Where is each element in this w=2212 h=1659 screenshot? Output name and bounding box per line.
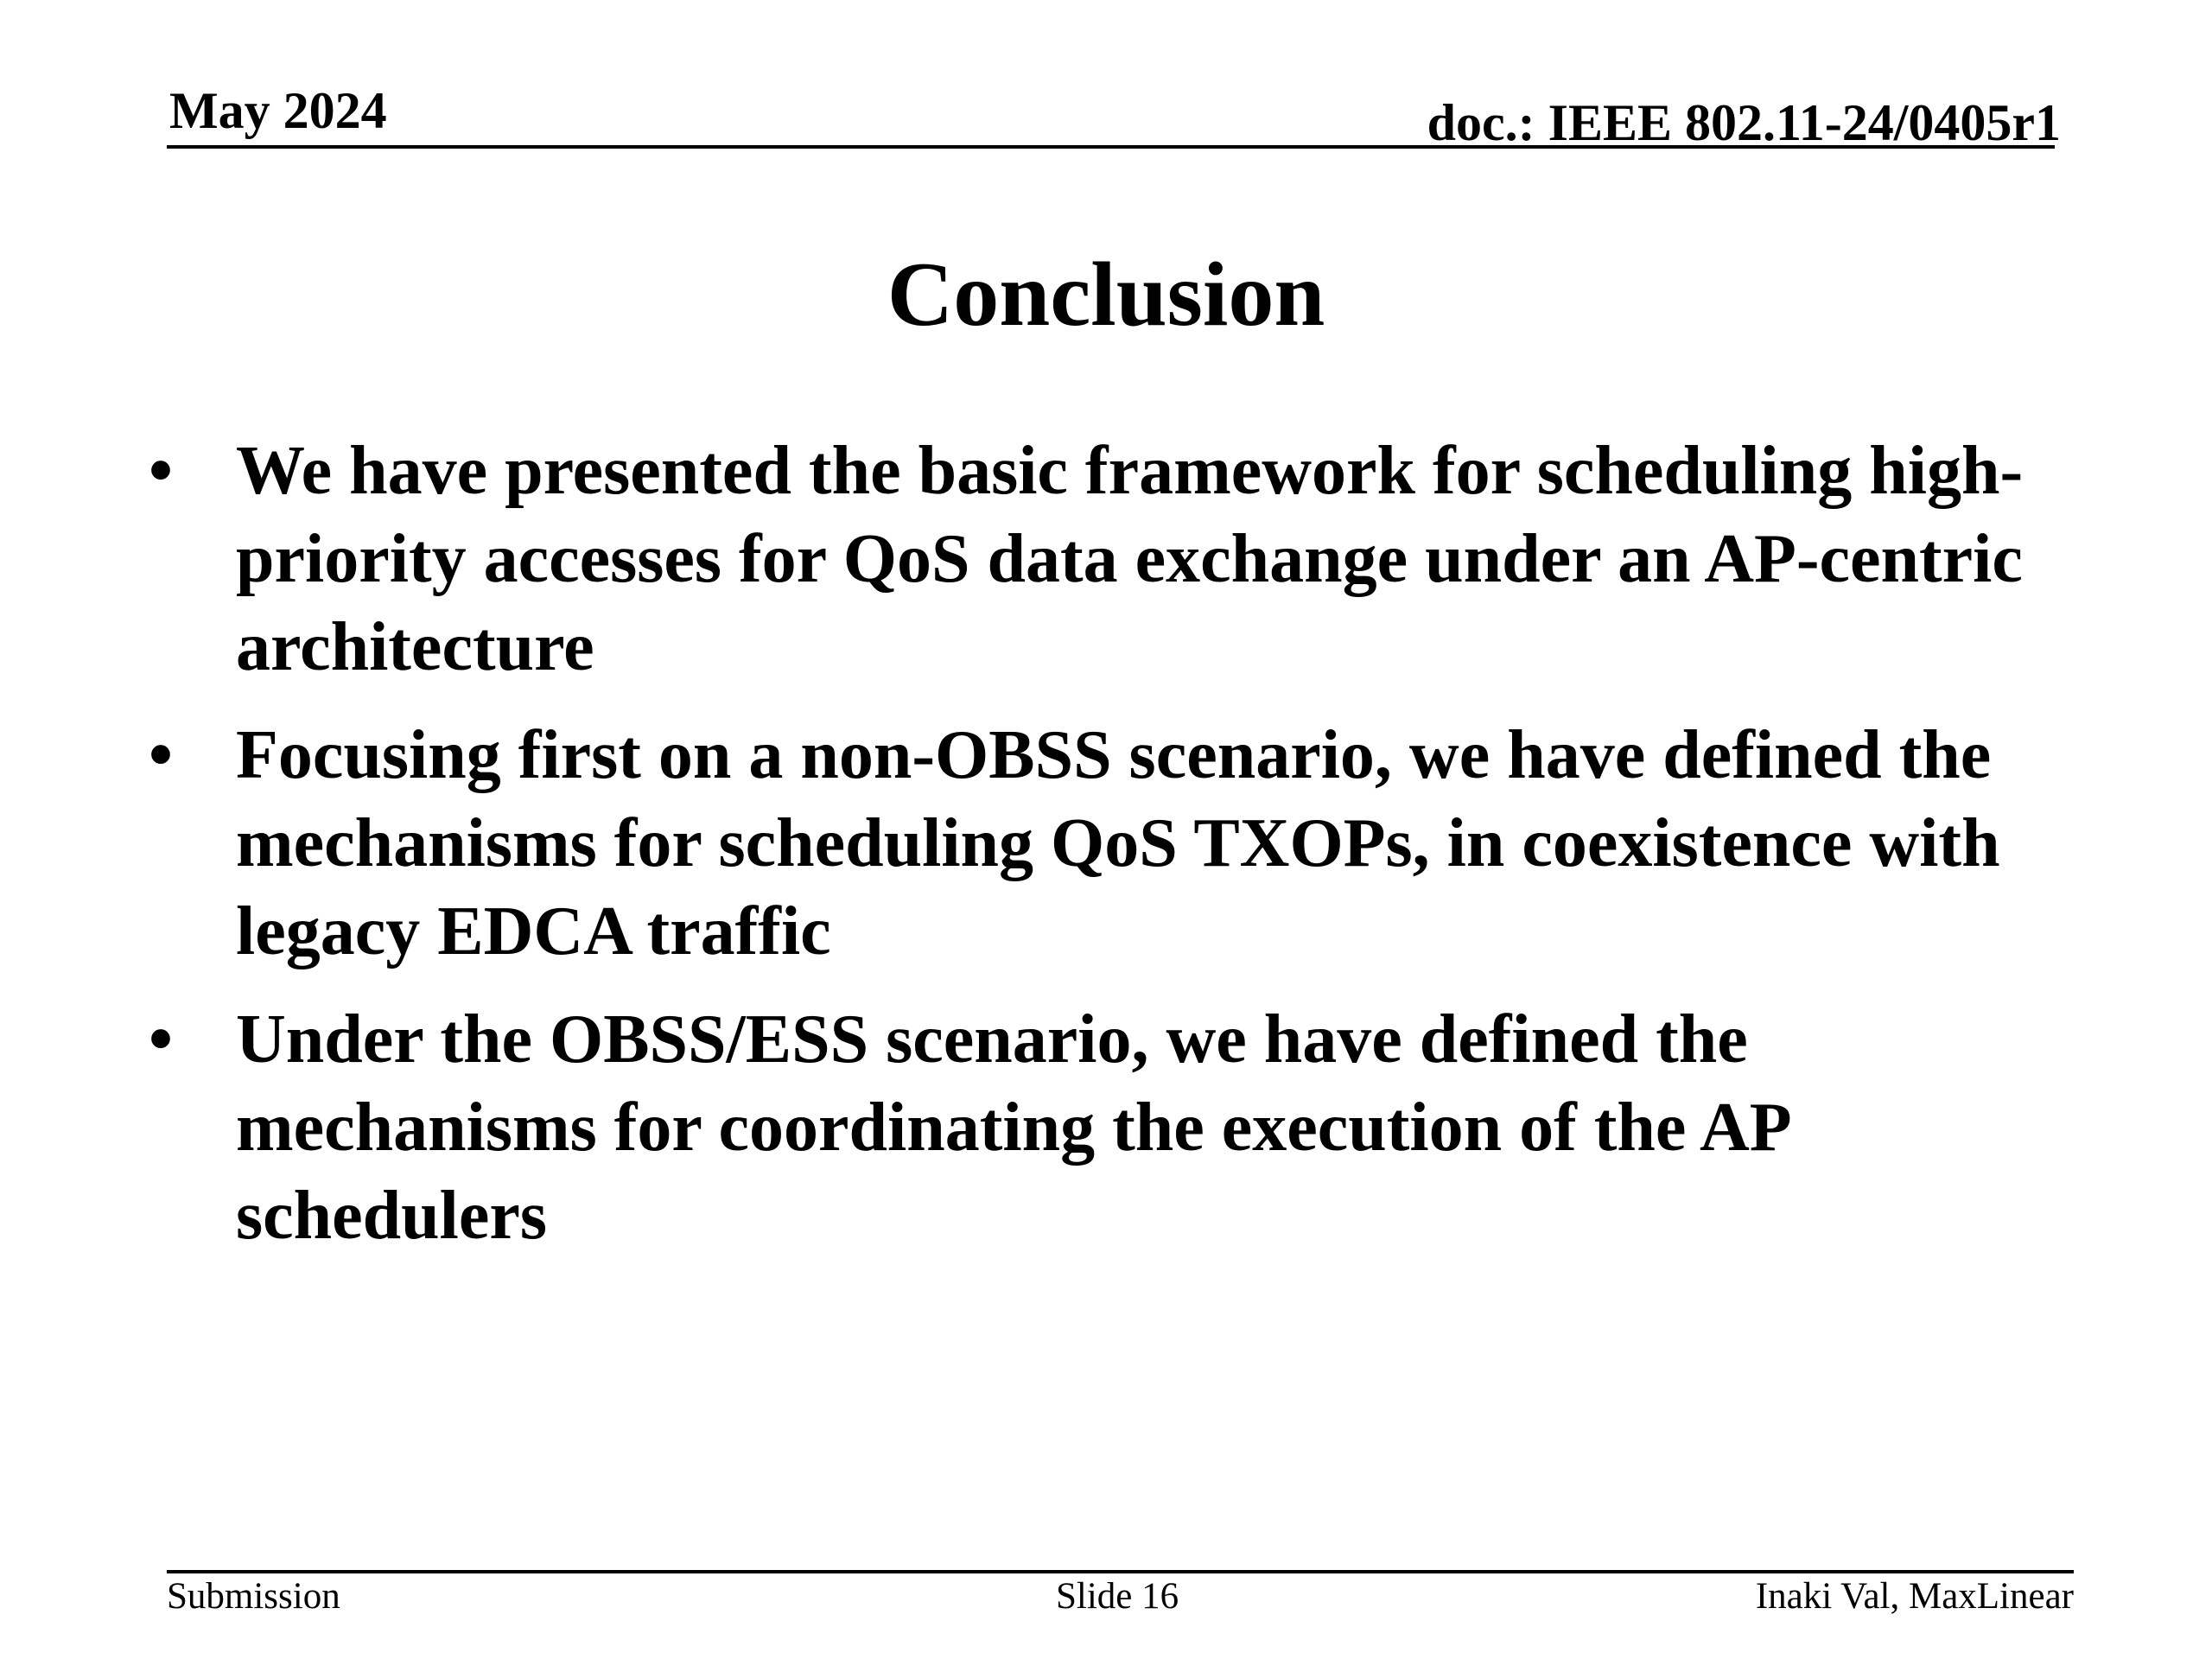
- bullet-dot-icon: •: [149, 717, 174, 793]
- header-date: May 2024: [169, 82, 387, 139]
- bullet-dot-icon: •: [149, 1001, 174, 1077]
- bullet-text: We have presented the basic framework for scheduling high-priority accesses for QoS data exchange under an AP-centric architecture: [236, 433, 2024, 685]
- footer-slide-number: Slide 16: [1056, 1576, 1179, 1617]
- slide-title: Conclusion: [887, 244, 1325, 345]
- bullet-text: Under the OBSS/ESS scenario, we have defined the mechanisms for coordinating the execution of the AP schedulers: [236, 1001, 1789, 1254]
- bullet-list: [149, 427, 2093, 1280]
- bullet-item: [149, 711, 2093, 976]
- footer-author: Inaki Val, MaxLinear: [1755, 1576, 2074, 1617]
- header-divider: [167, 145, 2055, 149]
- footer-divider: [167, 1570, 2074, 1573]
- bullet-item: [149, 995, 2093, 1260]
- bullet-dot-icon: •: [149, 433, 174, 509]
- bullet-item: [149, 427, 2093, 691]
- header-doc-id: doc.: IEEE 802.11-24/0405r1: [1427, 94, 2061, 151]
- footer-submission: Submission: [167, 1576, 340, 1617]
- bullet-text: Focusing first on a non-OBSS scenario, we have defined the mechanisms for scheduling QoS TXOPs, in coexistence with legacy EDCA traffic: [236, 717, 2000, 969]
